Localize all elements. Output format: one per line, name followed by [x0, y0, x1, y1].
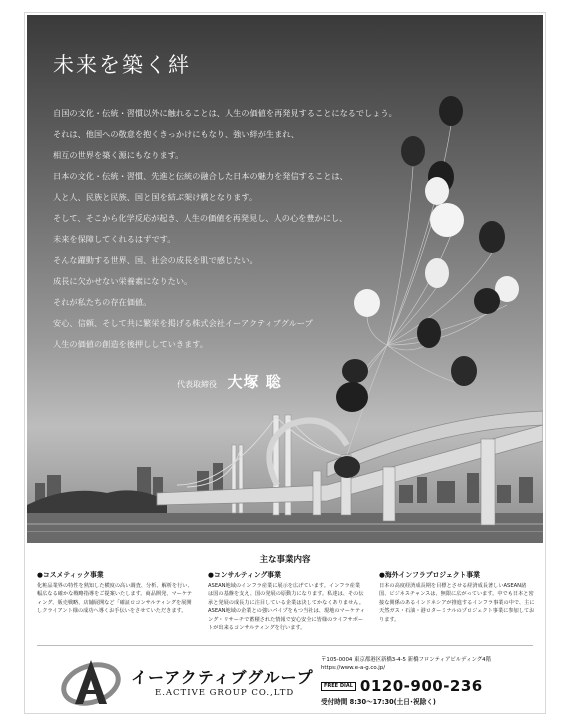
message-line: 相互の世界を築く源にもなります。	[53, 150, 184, 160]
company-name-jp: イーアクティブグループ	[131, 668, 314, 687]
message-line: 安心、信頼、そして共に繁栄を掲げる株式会社イーアクティブグループ	[53, 318, 313, 328]
phone-block	[321, 677, 483, 695]
business-item-body: 化粧品業界の特性を熟知した横度の高い調査、分析、解析を行い、幅広なる確かな戦略指導をご提案いたします。商品開発、マーケティング、販売戦略、店舗展開など「確証ロコンサルティングを展開しクライアント様の成功へ導くお手伝いをさせていただきます。	[37, 583, 193, 615]
business-item-heading: ●コスメティック事業	[37, 571, 104, 579]
signature-name: 大塚 聡	[227, 373, 282, 391]
business-item-cosmetic	[37, 569, 194, 632]
message-line: 未来を保障してくれるはずです。	[53, 234, 176, 244]
freedial-badge: FREE DIAL	[321, 682, 356, 691]
message-line: 人生の価値の創造を後押ししていきます。	[53, 339, 208, 349]
signature	[177, 371, 282, 392]
business-item-body: 日本の高度経済成長期を目標とさせる経済成長著しいASEAN諸国、ビジネスチャンスは、無限に広がっています。中でも日本と密接な関係のあるインドネシアが推進するインフラ事業の中で、主に天然ガス・石油・港ロターミナルのプロジェクト事業に参加しております。	[379, 583, 535, 623]
message-line: 成長に欠かせない栄養素になりたい。	[53, 276, 193, 286]
message-line: 日本の文化・伝統・習慣、先進と伝統の融合した日本の魅力を発信することは、	[53, 171, 348, 181]
business-item-infrastructure	[379, 569, 536, 632]
signature-role: 代表取締役	[177, 380, 217, 389]
message-line: それは、他国への敬意を抱くきっかけにもなり、強い絆が生まれ、	[53, 129, 300, 139]
company-name-en: E.ACTIVE GROUP CO.,LTD	[155, 688, 295, 698]
business-item-heading: ●コンサルティング事業	[208, 571, 281, 579]
business-item-heading: ●海外インフラプロジェクト事業	[379, 571, 480, 579]
company-url[interactable]: https://www.e-a-g.co.jp/	[321, 665, 386, 672]
business-columns	[37, 569, 537, 632]
message-line: そんな躍動する世界、国、社会の成長を肌で感じたい。	[53, 255, 258, 265]
business-item-body: ASEAN地域のインフラ産業に展示を広げています。インフラ産業は国の基盤を支え、国の発展の原動力になります。私達は、その伝承と発展の成長力に注目している企業は決してかなくありません。ASEAN地域の企業との強いパイプをもつ当社は、現地のマーケティング・リサーチで蓄積された情報で安心安全に皆様のライフサポートが出来るコンサルティングを行います。	[208, 583, 365, 632]
message-body	[53, 103, 453, 355]
company-logo-icon	[61, 658, 125, 708]
hero-photo	[27, 15, 543, 543]
company-address: 〒105-0004 東京都港区新橋3-4-5 新橋フロンティアビルディング4階	[321, 657, 492, 663]
footer-divider	[37, 645, 533, 646]
business-hours: 受付時間 8:30〜17:30(土日･祝除く)	[321, 698, 436, 706]
message-line: 自国の文化・伝統・習慣以外に触れることは、人生の価値を再発見することになるでしょう。	[53, 108, 397, 118]
business-item-consulting	[208, 569, 365, 632]
message-line: そして、そこから化学反応が起き、人生の価値を再発見し、人の心を豊かにし、	[53, 213, 348, 223]
hero-title: 未来を築く絆	[53, 53, 191, 77]
business-section-title: 主な事業内容	[259, 555, 311, 565]
phone-number[interactable]: 0120-900-236	[359, 677, 483, 695]
message-line: 人と人、民族と民族、国と国を結ぶ架け橋となります。	[53, 192, 258, 202]
message-line: それが私たちの存在価値。	[53, 297, 152, 307]
company-contact	[321, 656, 491, 673]
advertisement-page	[24, 12, 546, 714]
